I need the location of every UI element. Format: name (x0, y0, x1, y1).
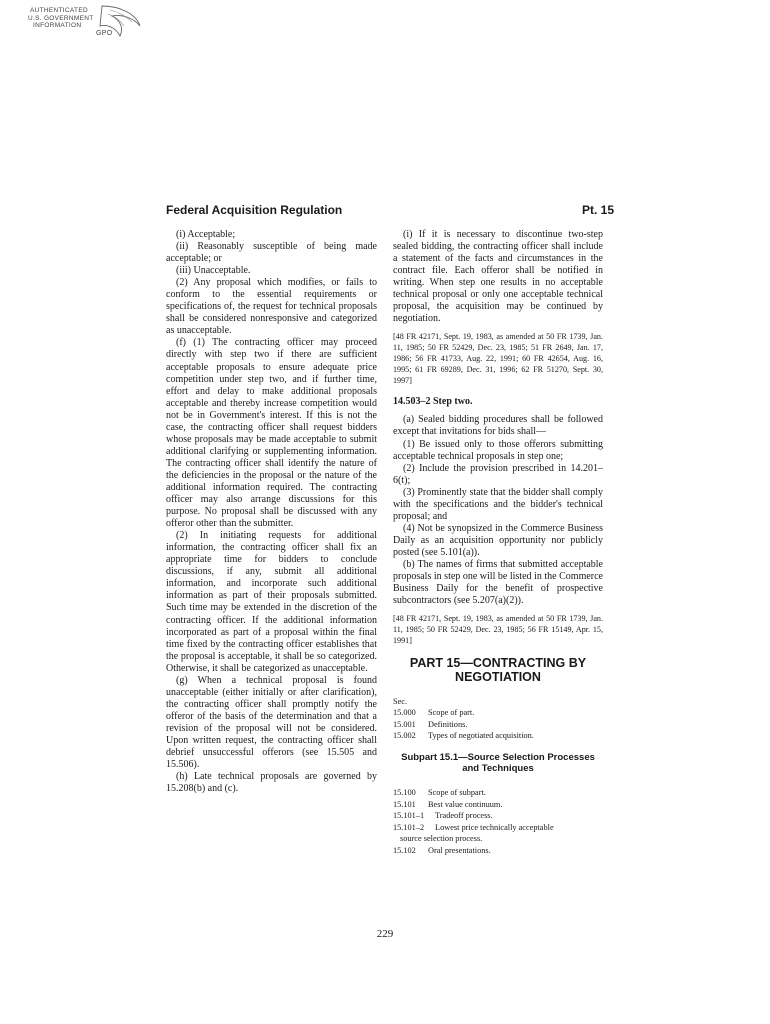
seal-line-3: INFORMATION (33, 22, 82, 29)
paragraph: (iii) Unacceptable. (176, 265, 251, 277)
seal-line-1: AUTHENTICATED (30, 7, 88, 14)
seal-line-4: GPO (96, 29, 113, 37)
toc-entry: 15.101–2 Lowest price technically acceptable (393, 822, 554, 832)
right-column (393, 229, 603, 857)
paragraph: (2) In initiating requests for additional information, the contracting officer shall fix an appropriate time for bidders to conclude discussions, if any, submit all additional information, and incorporate such additional information as part of their proposals submitted. Such time may be extended in the discretion of the contracting officer. If the additional information incorporated as part of a proposal within the final time fixed by the contracting officer establishes that the proposal is acceptable, it shall be so categorized. Otherwise, it shall be categorized as unacceptable. (166, 530, 377, 674)
toc-entry: 15.101 Best value continuum. (393, 799, 503, 809)
paragraph: (i) If it is necessary to discontinue two-step sealed bidding, the contracting officer shall include a statement of the facts and circumstances in the contract file. Each offeror shall be notified in writing. When step one results in no acceptable technical proposal or only one acceptable technical proposal, the acquisition may be continued by negotiation. (393, 229, 603, 325)
citation: [48 FR 42171, Sept. 19, 1983, as amended at 50 FR 1739, Jan. 11, 1985; 50 FR 52429, Dec. 23, 1985; 56 FR 15149, Apr. 15, 1991] (393, 614, 603, 646)
paragraph: (ii) Reasonably susceptible of being made acceptable; or (166, 241, 377, 265)
left-column (166, 229, 377, 795)
running-header (166, 203, 616, 221)
page-number: 229 (376, 928, 394, 940)
toc-entry: 15.101–1 Tradeoff process. (393, 811, 493, 821)
paragraph: (3) Prominently state that the bidder shall comply with the specifications and the bidder's technical proposal; and (393, 486, 603, 522)
seal-line-2: U.S. GOVERNMENT (28, 14, 94, 22)
paragraph: (g) When a technical proposal is found unacceptable (either initially or after clarification), the contracting officer shall promptly notify the offeror of the basis of the determination and that a revision of the proposal will not be considered. Upon written request, the contracting officer shall debrief unsuccessful offerors (see 15.505 and 15.506). (166, 674, 377, 771)
toc-entry: 15.002 Types of negotiated acquisition. (393, 731, 534, 741)
paragraph: (i) Acceptable; (176, 229, 236, 240)
paragraph: (b) The names of firms that submitted acceptable proposals in step one will be listed in the Commerce Business Daily for the benefit of prospective subcontractors (see 5.207(a)(2)). (393, 558, 603, 607)
toc-label: Sec. (393, 697, 408, 707)
publication-title: Federal Acquisition Regulation (166, 203, 343, 217)
toc-entry: 15.000 Scope of part. (393, 708, 475, 718)
part-title (393, 656, 603, 684)
part-title-line: NEGOTIATION (455, 670, 541, 685)
paragraph: (h) Late technical proposals are governed by 15.208(b) and (c). (166, 771, 377, 795)
citation: [48 FR 42171, Sept. 19, 1983, as amended at 50 FR 1739, Jan. 11, 1985; 50 FR 52429, Dec. 23, 1985; 51 FR 2649, Jan. 17, 1986; 56 FR 41733, Aug. 22, 1991; 60 FR 42654, Aug. 16, 1995; 61 FR 69289, Dec. 31, 1996; 62 FR 51270, Sept. 30, 1997] (393, 332, 603, 386)
toc-entry: 15.001 Definitions. (393, 719, 468, 729)
toc-entry-continuation: source selection process. (400, 834, 483, 844)
paragraph: (1) Be issued only to those offerors submitting acceptable technical proposals in step one; (393, 438, 603, 462)
toc-entry: 15.100 Scope of subpart. (393, 787, 486, 797)
paragraph: (2) Include the provision prescribed in 14.201–6(t); (393, 462, 603, 486)
part-label: Pt. 15 (581, 203, 614, 217)
subpart-heading-line: Subpart 15.1—Source Selection Processes (401, 751, 595, 763)
section-heading: 14.503–2 Step two. (393, 396, 473, 408)
paragraph: (2) Any proposal which modifies, or fails to conform to the essential requirements or specifications of, the request for technical proposals shall be considered nonresponsive and categorized as unacceptable. (166, 277, 377, 337)
toc-entry: 15.102 Oral presentations. (393, 845, 491, 855)
gpo-authentication-seal (24, 4, 144, 44)
paragraph: (a) Sealed bidding procedures shall be followed except that invitations for bids shall— (393, 414, 603, 438)
subpart-heading-line: and Techniques (462, 763, 534, 775)
paragraph: (f) (1) The contracting officer may proceed directly with step two if there are sufficient acceptable proposals to ensure adequate price competition under step two, and if further time, effort and delay to make additional proposals acceptable and thereby increase competition would not be in Government's interest. If this is not the case, the contracting officer shall request bidders whose proposals may be made acceptable to submit additional clarifying or supplementing information. The contracting officer shall identify the nature of the deficiencies in the proposal or the nature of the additional information required. The contracting officer may also arrange discussions for this purpose. No proposal shall be discussed with any offeror other than the submitter. (166, 337, 377, 530)
paragraph: (4) Not be synopsized in the Commerce Business Daily as an acquisition opportunity nor publicly posted (see 5.101(a)). (393, 522, 603, 558)
subpart-heading (393, 752, 603, 775)
part-title-line: PART 15—CONTRACTING BY (409, 656, 587, 671)
